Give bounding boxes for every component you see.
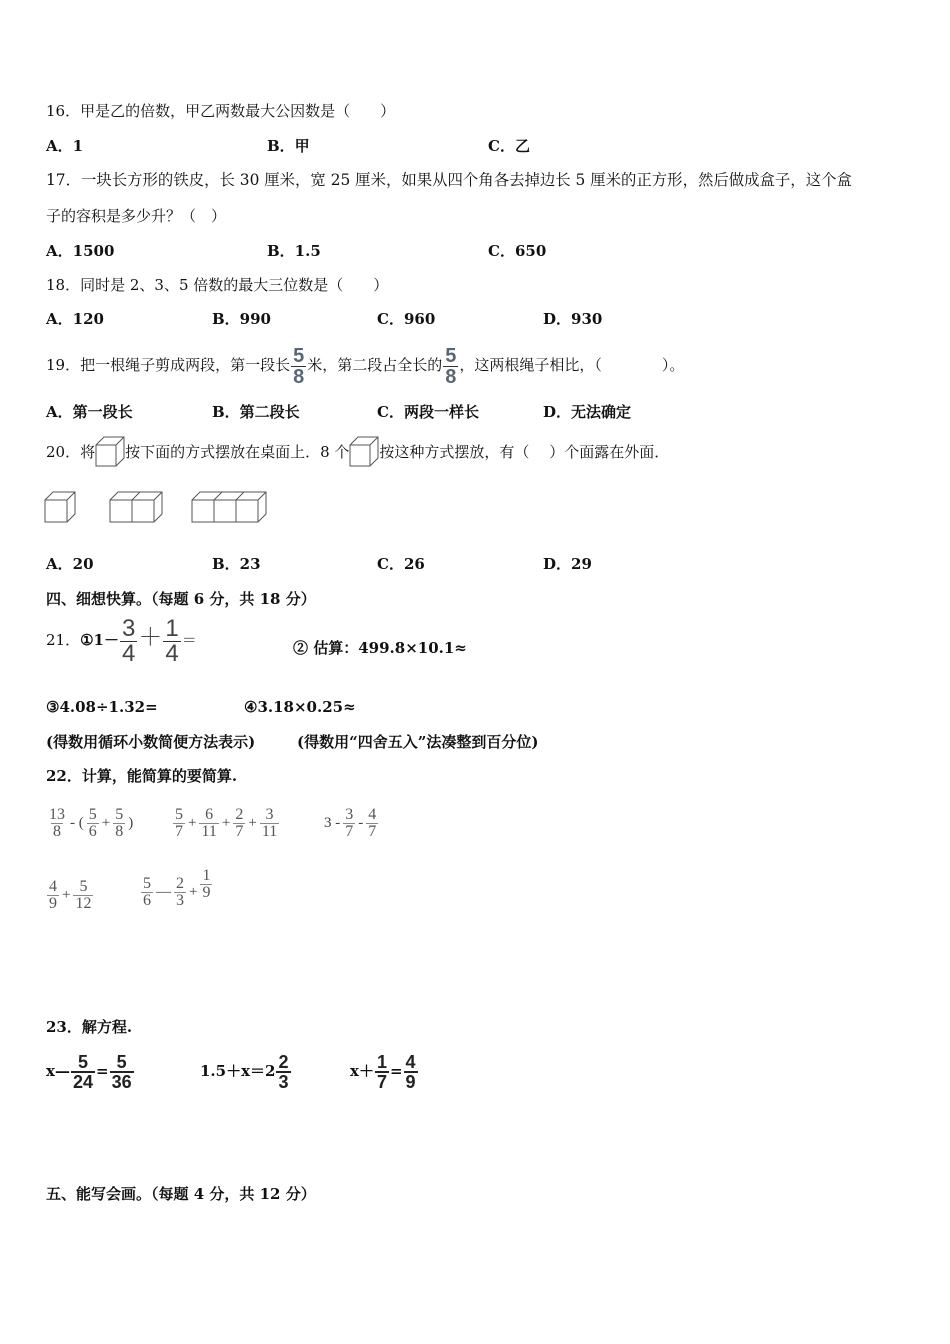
q20-text-1: 20．将 [46, 443, 96, 461]
q19-text-3: ，这两根绳子相比，（ ）。 [459, 356, 685, 374]
q23-equation-1: x— $\frac{5}{24}$ = $\frac{5}{36}$ [46, 1052, 132, 1092]
q21-part-2: ② 估算：499.8×10.1≈ [293, 639, 467, 657]
q22-expression-1: $\frac{13}{8}$ - ( $\frac{5}{6}$ + $\frac{5}{8}$ ) [49, 805, 134, 840]
q19-text-1: 19．把一根绳子剪成两段，第一段长 [46, 356, 291, 374]
q20-stem [46, 432, 669, 472]
q17-option-c: C．650 [488, 242, 547, 260]
q21-part-4: ④3.18×0.25≈ [244, 698, 356, 716]
q23-equation-3: x＋ $\frac{1}{7}$ = $\frac{4}{9}$ [350, 1052, 416, 1092]
q22-expression-4: $\frac{4}{9}$ + $\frac{5}{12}$ [49, 877, 92, 912]
q21-note-2: (得数用“四舍五入”法凑整到百分位) [297, 733, 539, 751]
q21-fraction-a: $\frac{3}{4}$ [121, 614, 136, 667]
q18-stem: 18．同时是 2、3、5 倍数的最大三位数是（ ） [46, 276, 389, 294]
q17-stem-line2: 子的容积是多少升？（ ） [46, 207, 227, 225]
q23-stem: 23．解方程. [46, 1018, 133, 1036]
cube-arrangement-1 [44, 491, 76, 524]
q18-option-c: C．960 [377, 310, 436, 328]
q16-option-a: A．1 [46, 137, 84, 155]
q21-fraction-b: $\frac{1}{4}$ [165, 614, 179, 667]
q20-option-a: A．20 [46, 555, 94, 573]
section-5-title: 五、能写会画。（每题 4 分，共 12 分） [46, 1185, 316, 1203]
q23-equation-2: 1.5＋x＝2 $\frac{2}{3}$ [200, 1052, 289, 1092]
q22-expression-3: 3 - $\frac{3}{7}$ - $\frac{4}{7}$ [324, 805, 377, 840]
q16-option-b: B．甲 [267, 137, 310, 155]
q17-option-a: A．1500 [46, 242, 115, 260]
cube-arrangement-3 [191, 491, 267, 524]
q19-text-2: 米，第二段占全长的 [307, 356, 443, 374]
q16-option-c: C．乙 [488, 137, 530, 155]
q17-option-b: B．1.5 [267, 242, 321, 260]
q16-stem: 16．甲是乙的倍数，甲乙两数最大公因数是（ ） [46, 102, 396, 120]
q19-fraction-1: $\frac{5}{8}$ [293, 344, 305, 388]
q22-expression-5: $\frac{5}{6}$ — $\frac{2}{3}$ + $\frac{1}{9}$ [143, 866, 211, 909]
q22-expression-2: $\frac{5}{7}$ + $\frac{6}{11}$ + $\frac{2}{7}$ + $\frac{3}{11}$ [175, 805, 278, 840]
q19-option-c: C．两段一样长 [377, 403, 479, 421]
q21-part-3: ③4.08÷1.32= [46, 698, 158, 716]
q21-note-1: (得数用循环小数简便方法表示) [46, 733, 256, 751]
cube-icon [95, 436, 125, 470]
q20-option-d: D．29 [543, 555, 592, 573]
q20-text-3: 按这种方式摆放，有（ ）个面露在外面． [379, 443, 670, 461]
q22-stem: 22．计算，能简算的要简算. [46, 767, 238, 785]
section-4-title: 四、细想快算。（每题 6 分，共 18 分） [46, 590, 316, 608]
q20-option-c: C．26 [377, 555, 425, 573]
q18-option-a: A．120 [46, 310, 104, 328]
q19-option-b: B．第二段长 [212, 403, 300, 421]
q19-option-a: A．第一段长 [46, 403, 133, 421]
cube-icon [349, 436, 379, 470]
q19-option-d: D．无法确定 [543, 403, 632, 421]
q20-option-b: B．23 [212, 555, 261, 573]
q17-stem-line1: 17．一块长方形的铁皮，长 30 厘米，宽 25 厘米，如果从四个角各去掉边长 5 厘米的正方形，然后做成盒子，这个盒 [46, 171, 852, 189]
q21-part-1: 21．①1－ $\frac{3}{4}$ ＋ $\frac{1}{4}$ ＝ [46, 614, 197, 667]
q18-option-d: D．930 [543, 310, 603, 328]
q18-option-b: B．990 [212, 310, 271, 328]
q19-stem [46, 340, 684, 390]
cube-arrangement-2 [109, 491, 163, 524]
q19-fraction-2: $\frac{5}{8}$ [445, 344, 457, 388]
q20-text-2: 按下面的方式摆放在桌面上．8 个 [125, 443, 350, 461]
